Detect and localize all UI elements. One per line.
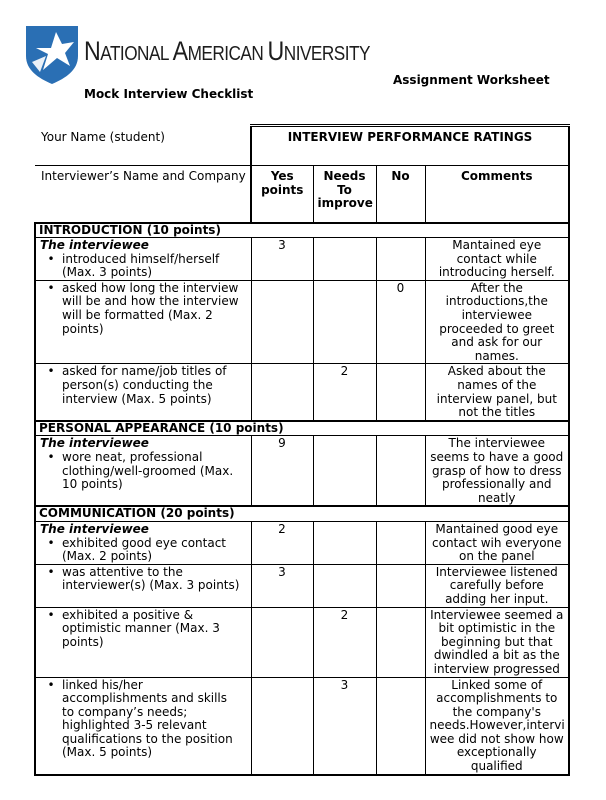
checklist-item: • asked how long the interview will be and how the interview will be formatted (Max. 2 points) [35,280,251,364]
yes-points: 9 [251,436,313,506]
no-points: 0 [376,280,425,364]
comment: The interviewee seems to have a good grasp of how to dress professionally and neatly [425,436,569,506]
comment: Asked about the names of the interview panel, but not the titles [425,364,569,421]
needs-points: 2 [313,607,376,677]
col-comments-header: Comments [425,166,569,223]
needs-points [313,280,376,364]
checklist-title: Mock Interview Checklist [84,87,254,101]
comment: Interviewee seemed a bit optimistic in the beginning but that dwindled a bit as the interview progressed [425,607,569,677]
no-points [376,607,425,677]
comment: After the introductions,the interviewee proceeded to greet and ask for our names. [425,280,569,364]
section-appearance-title: PERSONAL APPEARANCE (10 points) [35,421,569,436]
yes-points: 3 [251,564,313,607]
checklist-item: The interviewee • introduced himself/herself (Max. 3 points) [35,238,251,281]
needs-points [313,238,376,281]
no-points [376,521,425,564]
comment: Mantained good eye contact wih everyone on the panel [425,521,569,564]
student-name-label: Your Name (student) [35,126,251,166]
yes-points: 3 [251,238,313,281]
university-logo-icon [26,26,78,84]
yes-points: 2 [251,521,313,564]
needs-points [313,564,376,607]
checklist-item: • linked his/her accomplishments and skills to company’s needs; highlighted 3-5 relevant qualifications to the position (Max. 5 points) [35,677,251,775]
ratings-title: INTERVIEW PERFORMANCE RATINGS [251,126,569,166]
no-points [376,564,425,607]
needs-points [313,436,376,506]
checklist-item: The interviewee • exhibited good eye contact (Max. 2 points) [35,521,251,564]
no-points [376,364,425,421]
col-yes-header: Yes points [251,166,313,223]
needs-points: 3 [313,677,376,775]
yes-points [251,280,313,364]
comment: Interviewee listened carefully before adding her input. [425,564,569,607]
needs-points [313,521,376,564]
comment: Linked some of accomplishments to the company's needs.However,intervi wee did not show how exceptionally qualified [425,677,569,775]
no-points [376,238,425,281]
interviewer-name-label: Interviewer’s Name and Company [35,166,251,223]
yes-points [251,607,313,677]
interview-checklist-table [34,124,570,776]
checklist-item: • was attentive to the interviewer(s) (Max. 3 points) [35,564,251,607]
no-points [376,677,425,775]
checklist-item: • exhibited a positive & optimistic manner (Max. 3 points) [35,607,251,677]
col-needs-header: Needs To improve [313,166,376,223]
yes-points [251,677,313,775]
yes-points [251,364,313,421]
assignment-label: Assignment Worksheet [393,73,550,87]
section-introduction-title: INTRODUCTION (10 points) [35,223,569,238]
needs-points: 2 [313,364,376,421]
checklist-item: • asked for name/job titles of person(s) conducting the interview (Max. 5 points) [35,364,251,421]
section-communication-title: COMMUNICATION (20 points) [35,506,569,521]
checklist-item: The interviewee • wore neat, professional clothing/well-groomed (Max. 10 points) [35,436,251,506]
university-name: NATIONAL AMERICAN UNIVERSITY [84,36,370,66]
no-points [376,436,425,506]
comment: Mantained eye contact while introducing herself. [425,238,569,281]
col-no-header: No [376,166,425,223]
